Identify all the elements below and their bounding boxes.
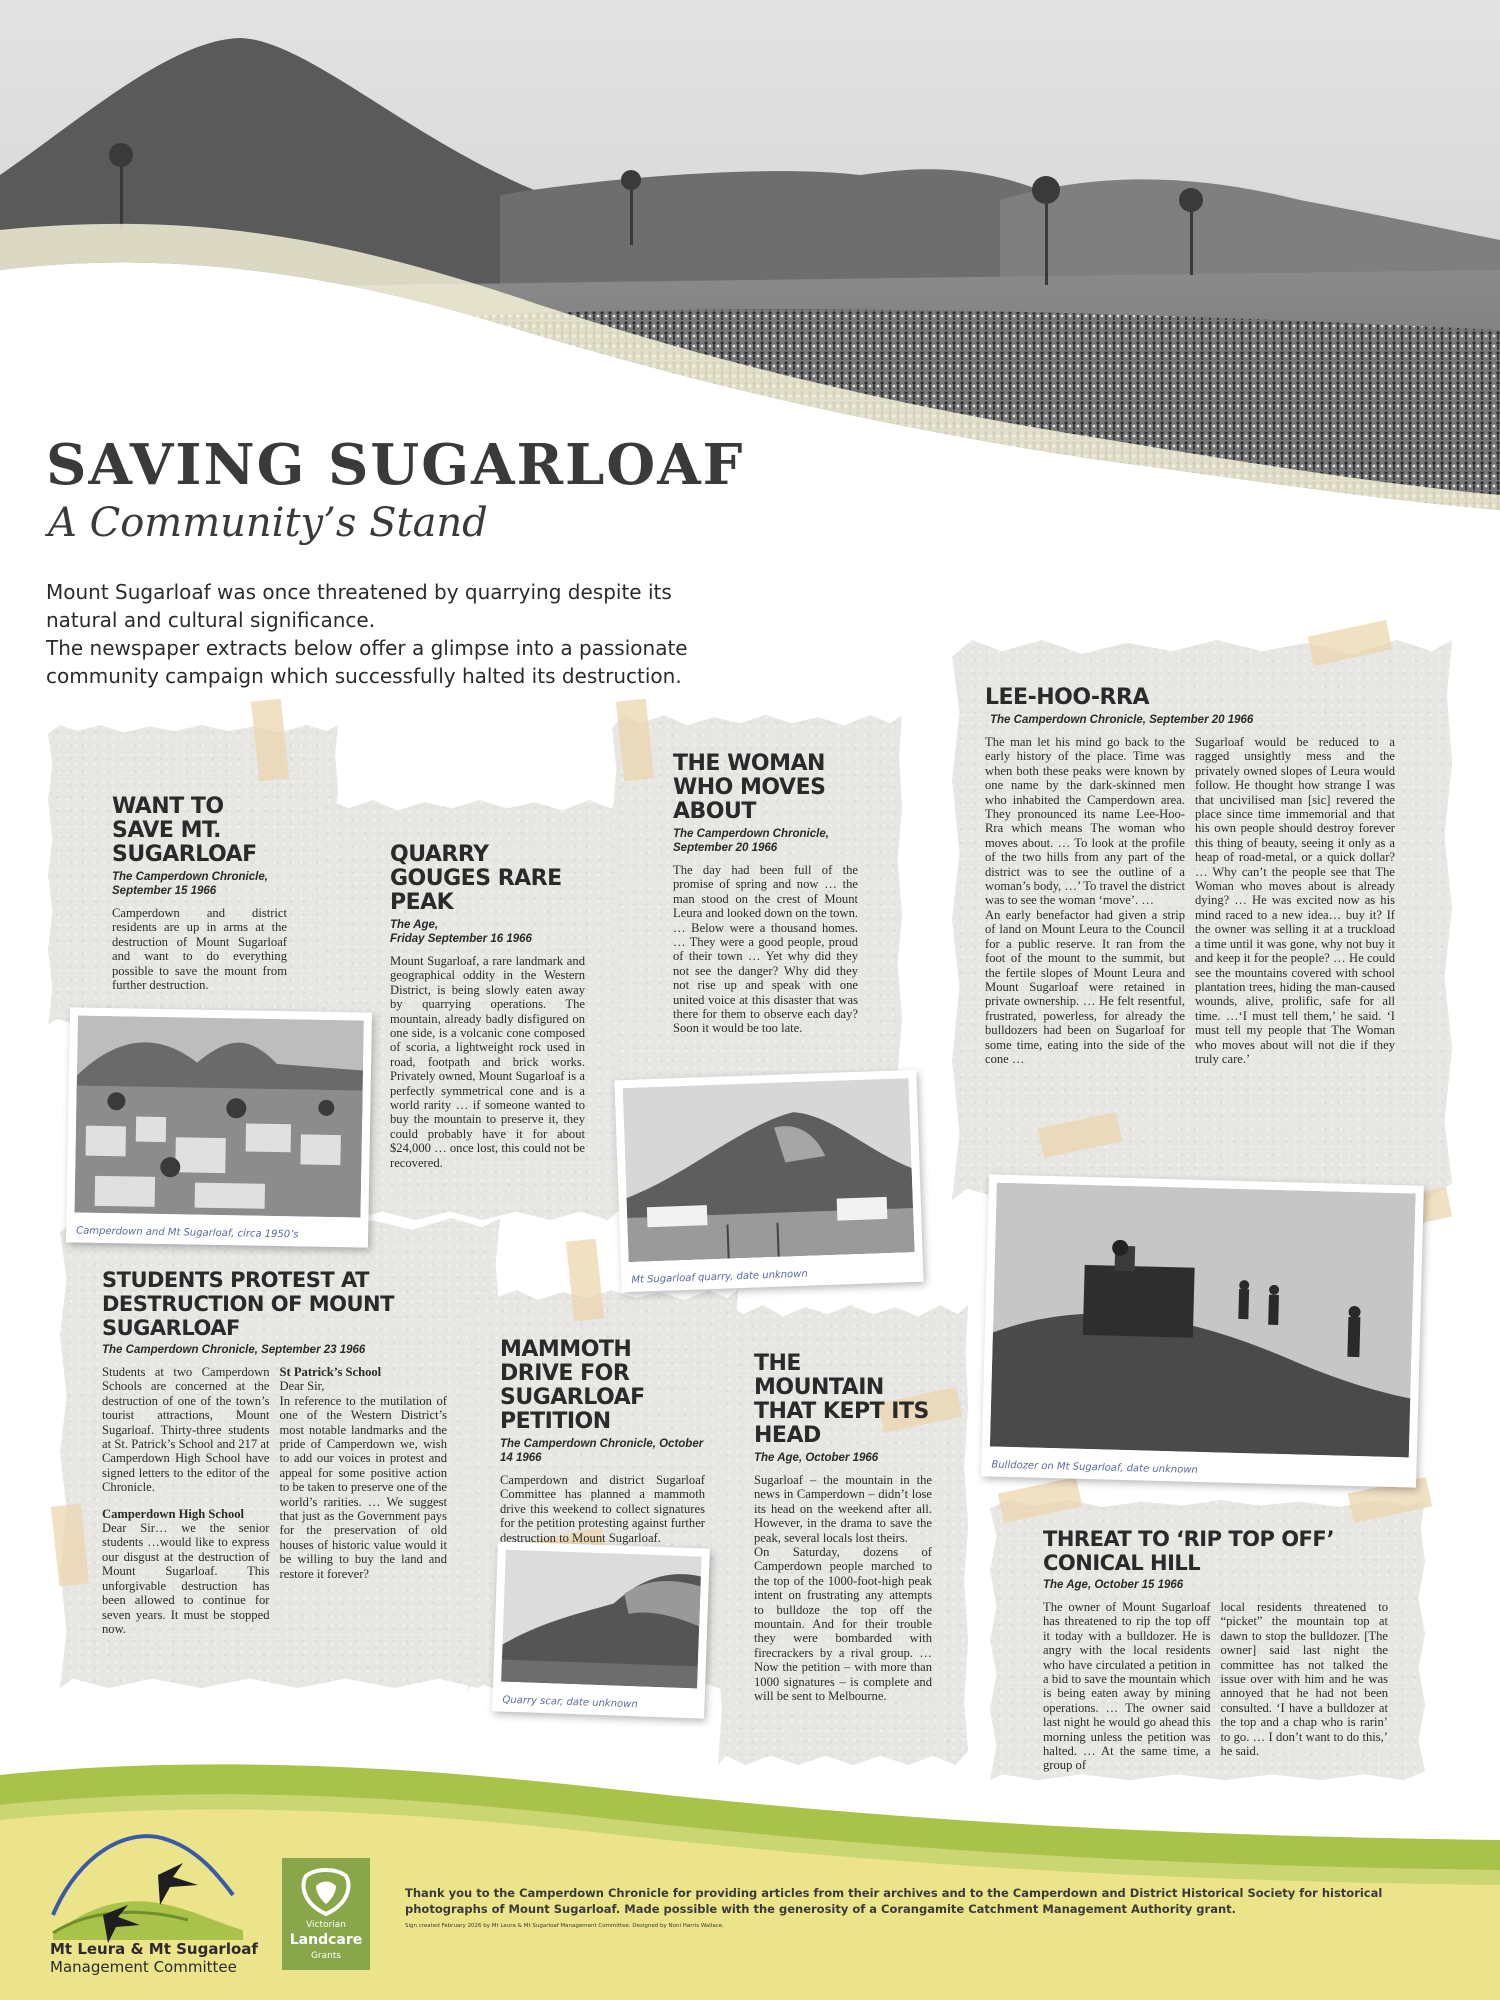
article-source: The Camperdown Chronicle, September 20 1966 bbox=[990, 714, 1254, 726]
article-body: The owner of Mount Sugarloaf has threatened to rip the top off it today with a bulldozer. He is angry with the local residents who have circulated a petition in a bid to save the mountain which is being eaten away by mining operations. … The owner said last night he would go ahead this morning unless the petition was halted. … At the same time, a group of bbox=[1043, 1600, 1211, 1773]
article-body: Students at two Camperdown Schools are concerned at the destruction of one of the town’s tourist attractions, Mount Sugarloaf. Thirty-three students at St. Patrick’s School and 217 at Camperdown High School have signed letters to the editor of the Chronicle. bbox=[102, 1365, 270, 1495]
article-quarry-gouges bbox=[390, 843, 585, 1170]
article-body: Camperdown and district Sugarloaf Committee has planned a mammoth drive this weekend to collect signatures for the petition protesting against further destruction to Mount Sugarloaf. bbox=[500, 1473, 705, 1545]
committee-name: Mt Leura & Mt Sugarloaf bbox=[50, 1940, 258, 1958]
intro-line-1: Mount Sugarloaf was once threatened by quarrying despite its natural and cultural significance. bbox=[46, 580, 672, 632]
article-headline: MAMMOTH DRIVE FOR SUGARLOAF PETITION bbox=[500, 1337, 645, 1434]
article-headline: LEE-HOO-RRA bbox=[985, 685, 1149, 710]
article-body: Sugarloaf would be reduced to a ragged unsightly mess and the privately owned slopes of Leura would follow. He thought how strange I was that uncivilised man [sic] revered the place since time immemorial and that his own people should destroy forever this thing of beauty, seeing it only as a heap of road-metal, or a quick dollar? … Why can’t the people see that The Woman who moves about is already dying? … He was excited now as his mind raced to a new idea… buy it? If the owner was selling it at a truckload a time until it was gone, why not buy it and keep it for the people? … He could see the mountains covered with school plantation trees, hiding the man-caused wounds, alive, prolific, safe for all time. …‘I must tell them,’ he said. ‘I must tell my people that The Woman who moves about will not die if they truly care.’ bbox=[1195, 735, 1395, 1066]
landcare-line-1: Victorian bbox=[306, 1920, 346, 1930]
photo-bulldozer bbox=[981, 1174, 1424, 1487]
article-subhead: St Patrick’s School bbox=[279, 1365, 382, 1379]
intro-text bbox=[46, 578, 726, 690]
article-students-protest bbox=[102, 1268, 447, 1636]
article-headline: THE MOUNTAIN THAT KEPT ITS HEAD bbox=[754, 1351, 929, 1448]
article-body: On Saturday, dozens of Camperdown people marched to the top of the 1000-foot-high peak intent on frustrating any attempts to bulldoze the top off the mountain. And for their trouble they were bombarded with firecrackers by a rival group. … Now the petition – with more than 1000 signatures – is complete and will be sent to Melbourne. bbox=[754, 1545, 932, 1704]
article-body: Sugarloaf – the mountain in the news in Camperdown – didn’t lose its head on the weekend after all. However, in the drama to save the peak, several locals lost theirs. bbox=[754, 1473, 932, 1545]
article-source: The Age, October 1966 bbox=[754, 1452, 879, 1464]
photo-town bbox=[66, 1007, 372, 1247]
photo-scar bbox=[492, 1541, 710, 1718]
landcare-hands-icon bbox=[296, 1866, 356, 1918]
photo-quarry bbox=[614, 1070, 923, 1292]
article-source: The Age, October 15 1966 bbox=[1043, 1579, 1184, 1591]
photo-caption: Camperdown and Mt Sugarloaf, circa 1950’s bbox=[76, 1225, 299, 1241]
article-headline: THREAT TO ‘RIP TOP OFF’ CONICAL HILL bbox=[1043, 1527, 1335, 1575]
article-mammoth-drive bbox=[500, 1338, 705, 1545]
article-headline: QUARRY GOUGES RARE PEAK bbox=[390, 842, 562, 915]
article-body: Mount Sugarloaf, a rare landmark and geographical oddity in the Western District, is being slowly eaten away by quarrying operations. The mountain, already badly disfigured on one side, is a volcanic cone composed of scoria, a lightweight rock used in road, footpath and brick works. Privately owned, Mount Sugarloaf is a perfectly symmetrical cone and is a world rarity … if someone wanted to buy the mountain to preserve it, they could probably have it for about $24,000 … once lost, this could not be recovered. bbox=[390, 954, 585, 1170]
article-source: Friday September 16 1966 bbox=[390, 933, 532, 945]
article-source: The Age, bbox=[390, 919, 439, 931]
credits-text: Sign created February 2026 by Mt Leura & Mt Sugarloaf Management Committee. Designed by Noni Harris Wallace. bbox=[405, 1923, 724, 1929]
article-source: The Camperdown Chronicle, September 15 1966 bbox=[112, 871, 268, 897]
page-subtitle: A Community’s Stand bbox=[48, 500, 488, 546]
landcare-line-3: Grants bbox=[310, 1951, 342, 1961]
article-subhead: Camperdown High School bbox=[102, 1506, 245, 1521]
article-body: An early benefactor had given a strip of land on Mount Leura to the Council for a public reserve. It ran from the foot of the mount to the summit, but the fertile slopes of Mount Leura and Mount Sugarloaf were retained in private ownership. … He felt resentful, frustrated, powerless, for already the bulldozers had been on Sugarloaf for some time, eating into the side of the cone … bbox=[985, 907, 1185, 1066]
article-kept-its-head bbox=[754, 1352, 932, 1704]
article-body: Dear Sir… we the senior students …would like to express our disgust at the destruction of Mount Sugarloaf. This unforgivable destruction has been allowed to continue for seven years. It must be stopped now. bbox=[102, 1521, 270, 1636]
article-source: The Camperdown Chronicle, September 23 1966 bbox=[102, 1344, 366, 1356]
article-source: The Camperdown Chronicle, September 20 1966 bbox=[673, 828, 829, 854]
article-lee-hoo-rra bbox=[985, 686, 1395, 1066]
article-rip-top-off bbox=[1043, 1527, 1388, 1773]
article-body: Dear Sir, bbox=[279, 1379, 325, 1394]
article-body: local residents threatened to “picket” the mountain top at dawn to stop the bulldozer. [The owner] said last night the committee has not talked the issue over with him and he was annoyed that he had not been consulted. ‘I have a bulldozer at the top and a chap who is rarin’ to go. … I don’t want to do this,’ he said. bbox=[1220, 1600, 1388, 1759]
acknowledgement-text: Thank you to the Camperdown Chronicle for providing articles from their archives and to the Camperdown and District Historical Society for historical photographs of Mount Sugarloaf. Made possible with the generosity of a Corangamite Catchment Management Authority grant. bbox=[405, 1886, 1383, 1916]
landcare-line-2: Landcare bbox=[289, 1932, 363, 1948]
landcare-logo bbox=[282, 1858, 370, 1970]
article-body: In reference to the mutilation of one of the Western District’s most notable landmarks and the pride of Camperdown we, wish to add our voices in protest and appeal for some positive action to be taken to preserve one of the world’s rarities. … We suggest that just as the Government pays for the preservation of old houses of historic value would it be willing to buy the land and restore it forever? bbox=[279, 1393, 448, 1581]
intro-line-2: The newspaper extracts below offer a glimpse into a passionate community campaign which successfully halted its destruction. bbox=[46, 636, 688, 688]
photo-caption: Quarry scar, date unknown bbox=[502, 1694, 638, 1711]
committee-subtitle: Management Committee bbox=[50, 1958, 237, 1976]
photo-caption: Mt Sugarloaf quarry, date unknown bbox=[631, 1268, 808, 1286]
page-title: SAVING SUGARLOAF bbox=[46, 432, 745, 498]
article-headline: STUDENTS PROTEST AT DESTRUCTION OF MOUNT SUGARLOAF bbox=[102, 1268, 394, 1340]
article-headline: WANT TO SAVE MT. SUGARLOAF bbox=[112, 794, 257, 867]
article-want-to-save bbox=[112, 795, 287, 992]
article-body: The day had been full of the promise of spring and now … the man stood on the crest of Mount Leura and looked down on the town. … Below were a thousand homes. … They were a good people, proud of their town … Yet why did they not see the danger? Why did they not rise up and speak with one united voice at this disaster that was there for them to observe each day? Soon it would be too late. bbox=[673, 863, 859, 1036]
article-headline: THE WOMAN WHO MOVES ABOUT bbox=[673, 751, 826, 824]
article-body: Camperdown and district residents are up in arms at the destruction of Mount Sugarloaf and want to do everything possible to save the mount from further destruction. bbox=[112, 906, 287, 993]
article-body: The man let his mind go back to the early history of the place. Time was when both these peaks were known by one name by the dark-skinned men who inhabited the Camperdown area. They pronounced its name Lee-Hoo-Rra which means The woman who moves about. … To look at the profile of the two hills from any part of the district was to see the outline of a woman’s body, …’ To travel the district was to see the woman ‘move’. … bbox=[985, 735, 1185, 908]
article-source: The Camperdown Chronicle, October 14 1966 bbox=[500, 1438, 704, 1464]
photo-caption: Bulldozer on Mt Sugarloaf, date unknown bbox=[991, 1459, 1198, 1476]
article-woman-moves bbox=[673, 752, 858, 1036]
